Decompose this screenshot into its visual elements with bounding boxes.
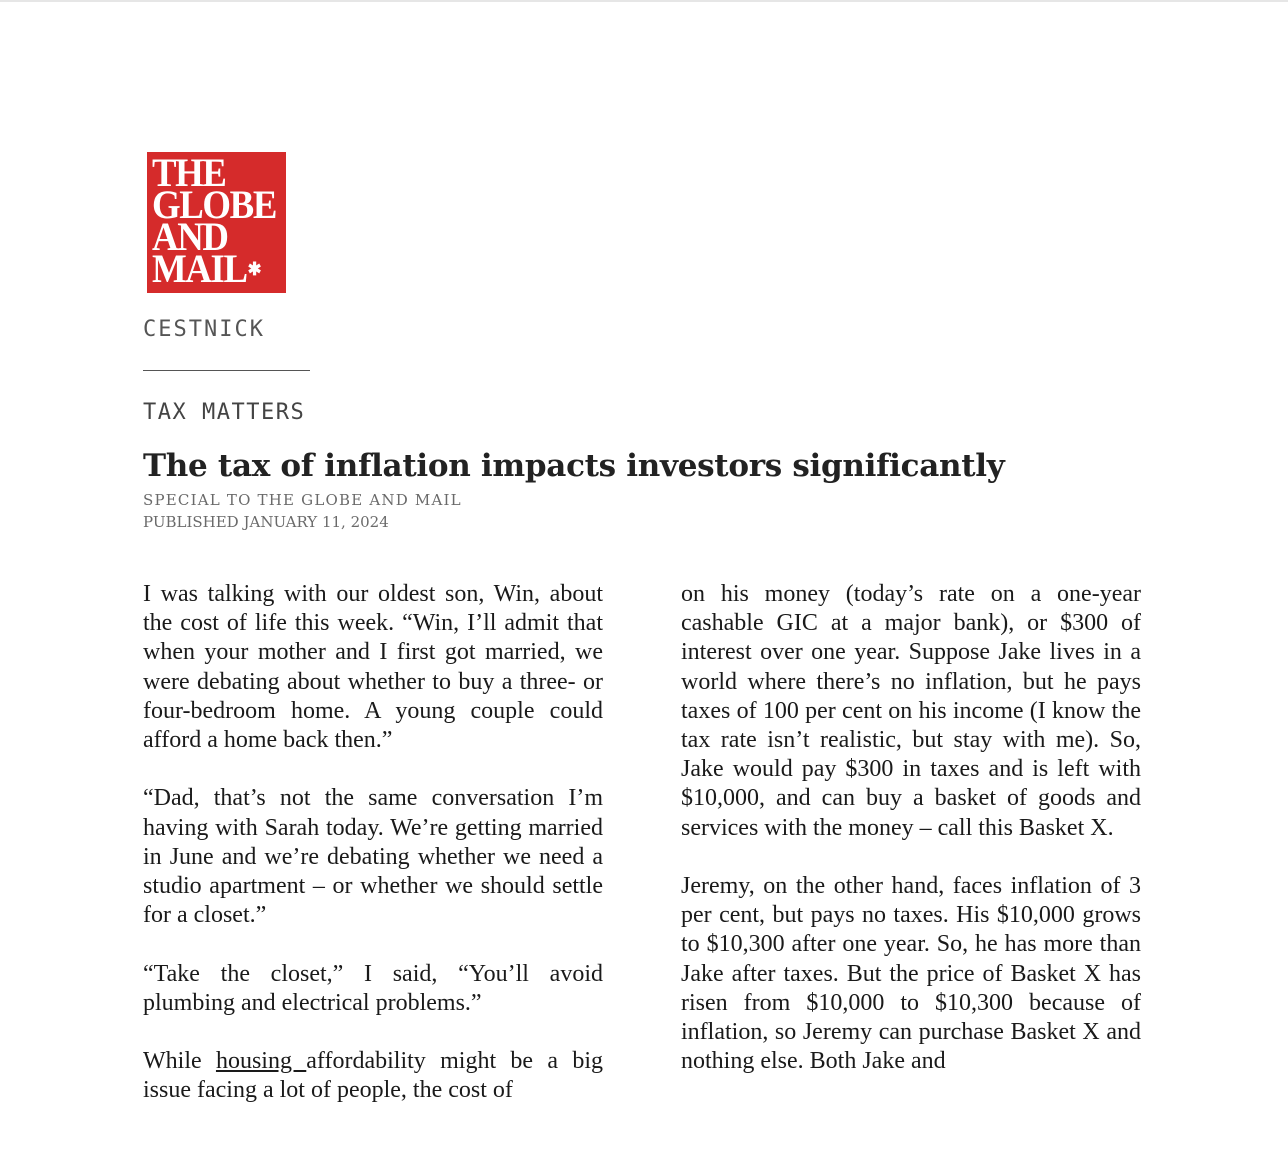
paragraph: “Take the closet,” I said, “You’ll avoid plumbing and electrical problems.” [143,960,603,1016]
globe-and-mail-logo [147,152,286,293]
logo-line: THE [152,150,226,195]
paragraph [143,1047,603,1105]
paragraph: I was talking with our oldest son, Win, about the cost of life this week. “Win, I’ll admit that when your mother and I first got married, we were debating about whether to buy a three- or four-bedroom home. A young couple could afford a home back then.” [143,581,603,754]
article-column-left [143,580,603,1135]
paragraph: Jeremy, on the other hand, faces inflation of 3 per cent, but pays no taxes. His $10,000 grows to $10,300 after one year. So, he has more than Jake after taxes. But the price of Basket X has risen from $10,000 to $10,300 because of inflation, so Jeremy can purchase Basket X and nothing else. Both Jake and [681,873,1141,1075]
kicker-label: TAX MATTERS [143,400,306,425]
maple-leaf-icon: ✱ [247,259,262,279]
logo-line: GLOBE [152,182,276,227]
section-divider [143,370,310,371]
article-headline: The tax of inflation impacts investors significantly [143,448,1005,484]
section-label: CESTNICK [143,317,265,342]
byline: SPECIAL TO THE GLOBE AND MAIL [143,491,462,509]
logo-line-mail [152,246,275,291]
logo-line: AND [152,214,228,259]
paragraph-text: While [143,1048,216,1075]
page-top-border [0,0,1288,2]
publish-date: PUBLISHED JANUARY 11, 2024 [143,513,389,531]
paragraph-text: affordability might be a big issue facing a lot of people, the cost of [143,1048,604,1104]
paragraph: on his money (today’s rate on a one-year cashable GIC at a major bank), or $300 of interest over one year. Suppose Jake lives in a world where there’s no inflation, but he pays taxes of 100 per cent on his income (I know the tax rate isn’t realistic, but stay with me). So, Jake would pay $300 in taxes and is left with $10,000, and can buy a basket of goods and services with the money – call this Basket X. [681,581,1141,841]
paragraph: “Dad, that’s not the same conversation I’m having with Sarah today. We’re getting married in June and we’re debating whether we need a studio apartment – or whether we should settle for a closet.” [143,785,603,929]
logo-line-text: MAIL [152,246,247,291]
housing-link[interactable]: housing [215,1048,307,1075]
article-column-right [681,580,1141,1106]
